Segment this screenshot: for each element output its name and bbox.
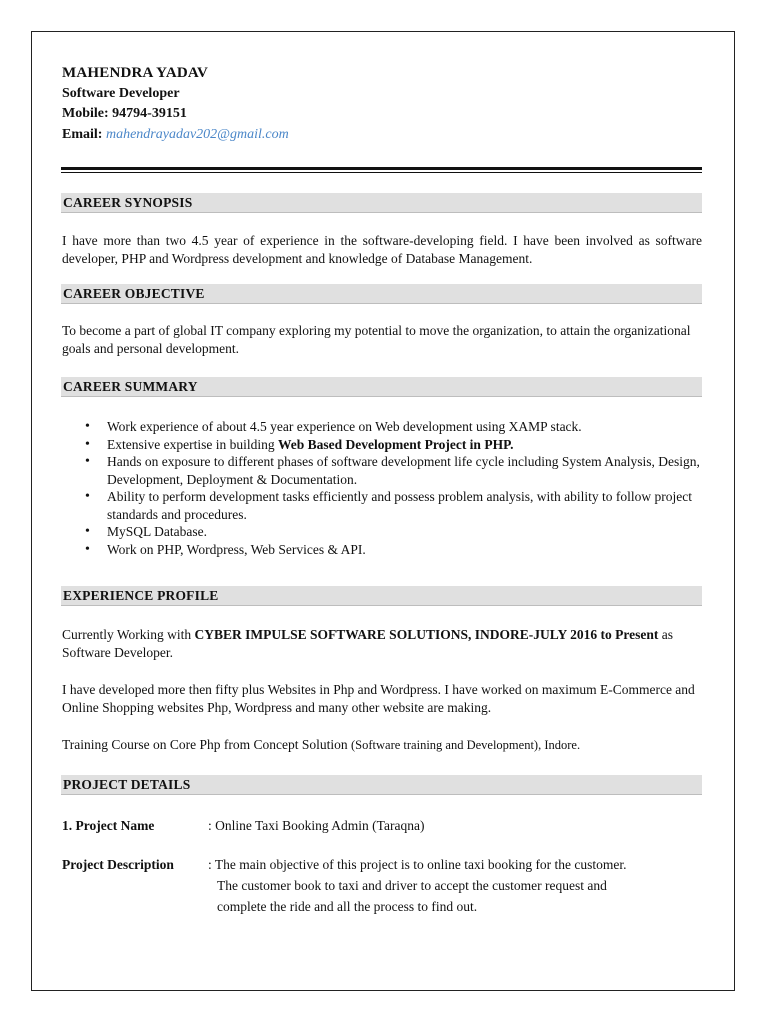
training-course: Training Course on Core Php from Concept Solution (Software training and Development), Indore. (62, 737, 581, 752)
project-description-value: : The main objective of this project is to online taxi booking for the customer. The customer book to taxi and driver to accept the customer request and complete the ride and all the process to find out. (208, 857, 627, 914)
resume-header (62, 63, 289, 145)
section-heading-summary: CAREER SUMMARY (61, 377, 702, 397)
project-name-value: : Online Taxi Booking Admin (Taraqna) (208, 818, 425, 833)
email-link[interactable]: mahendrayadav202@gmail.com (105, 126, 289, 142)
list-item: • Extensive expertise in building Web Based Development Project in PHP. (107, 436, 727, 454)
project-description-row (62, 854, 702, 914)
email-label: Email: (62, 126, 103, 142)
mobile-line (62, 104, 289, 125)
mobile-number: 94794-39151 (112, 106, 187, 121)
list-item: • Work experience of about 4.5 year experience on Web development using XAMP stack. (107, 418, 727, 436)
project-name-row (62, 815, 425, 836)
objective-text: To become a part of global IT company exploring my potential to move the organization, to attain the organizational goals and personal development. (62, 323, 691, 356)
summary-list (62, 418, 727, 558)
experience-details: I have developed more then fifty plus Websites in Php and Wordpress. I have worked on maximum E-Commerce and Online Shopping websites Php, Wordpress and many other website are making. (62, 682, 695, 715)
synopsis-text: I have more than two 4.5 year of experience in the software-developing field. I have been involved as software developer, PHP and Wordpress development and knowledge of Database Management. (62, 233, 702, 266)
email-line (62, 125, 289, 146)
section-heading-experience: EXPERIENCE PROFILE (61, 586, 702, 606)
list-item: • Hands on exposure to different phases of software development life cycle including System Analysis, Design, Development, Deployment & Documentation. (107, 453, 727, 488)
candidate-title: Software Developer (62, 85, 180, 101)
project-description-label: Project Description (62, 857, 174, 872)
mobile-label: Mobile: (62, 106, 109, 121)
section-heading-synopsis: CAREER SYNOPSIS (61, 193, 702, 213)
list-item: • Ability to perform development tasks efficiently and possess problem analysis, with ability to follow project standards and procedures. (107, 488, 727, 523)
section-heading-objective: CAREER OBJECTIVE (61, 284, 702, 304)
list-item: • MySQL Database. (107, 523, 727, 541)
current-employment: Currently Working with CYBER IMPULSE SOFTWARE SOLUTIONS, INDORE-JULY 2016 to Present as Software Developer. (62, 627, 673, 660)
section-heading-project: PROJECT DETAILS (61, 775, 702, 795)
header-divider-thin (61, 172, 702, 173)
candidate-name: MAHENDRA YADAV (62, 65, 209, 81)
list-item: • Work on PHP, Wordpress, Web Services & API. (107, 541, 727, 559)
project-name-label: 1. Project Name (62, 818, 155, 833)
header-divider-thick (61, 167, 702, 170)
